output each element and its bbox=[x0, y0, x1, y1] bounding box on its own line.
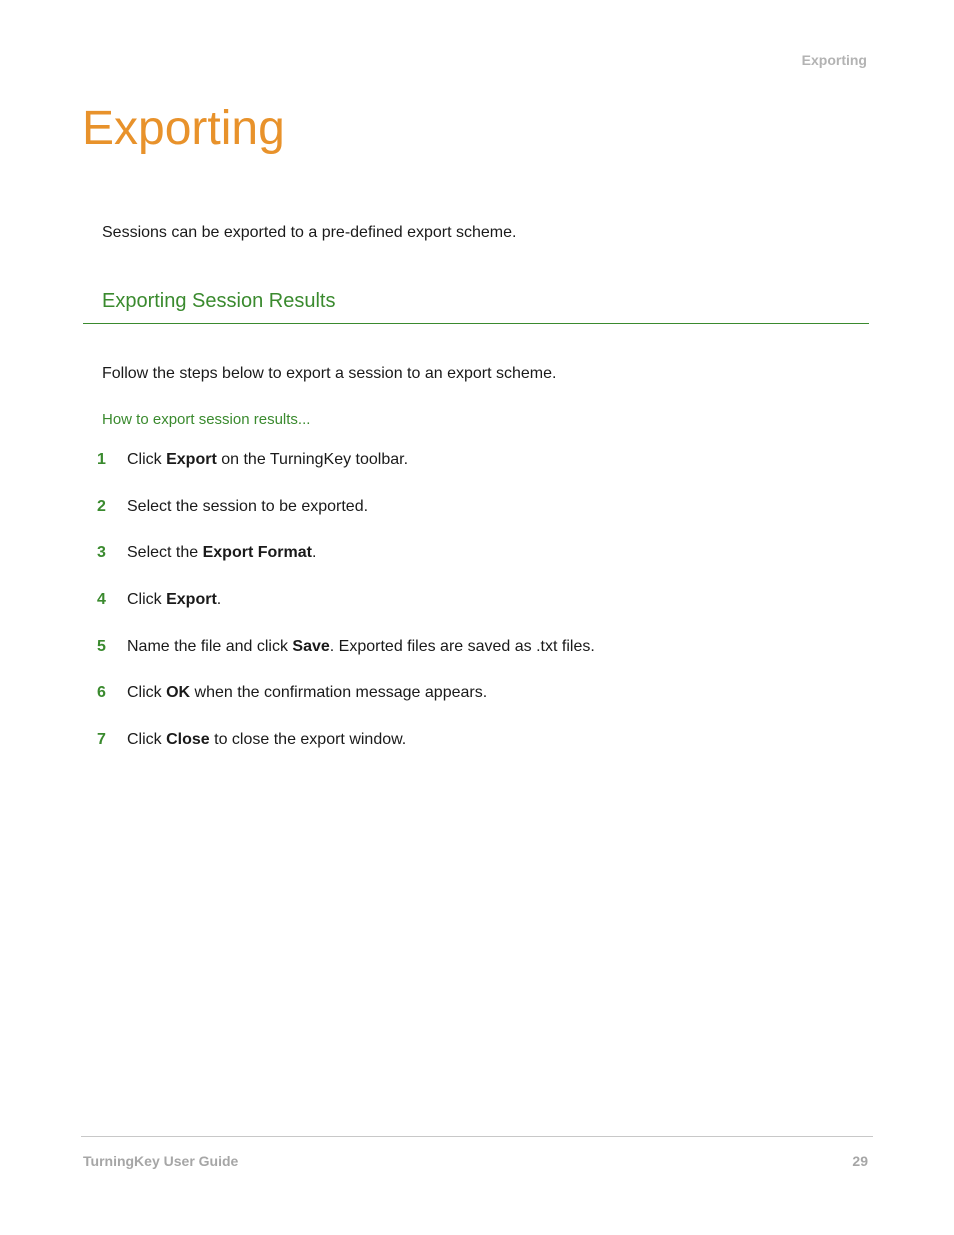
section-intro: Follow the steps below to export a session to an export scheme. bbox=[102, 365, 557, 382]
step-item bbox=[97, 684, 595, 731]
step-text bbox=[127, 591, 221, 609]
step-text bbox=[127, 731, 406, 749]
step-text bbox=[127, 638, 595, 656]
step-text-bold: Save bbox=[292, 637, 330, 655]
section-heading: Exporting Session Results bbox=[102, 290, 336, 312]
step-item bbox=[97, 591, 595, 638]
step-text-pre: Select the bbox=[127, 544, 203, 562]
step-item bbox=[97, 498, 595, 545]
step-text-post: when the confirmation message appears. bbox=[190, 684, 488, 702]
footer-page-number: 29 bbox=[852, 1153, 868, 1169]
step-text bbox=[127, 544, 316, 562]
step-item bbox=[97, 731, 595, 778]
steps-list bbox=[97, 451, 595, 778]
step-text-pre: Click bbox=[127, 451, 167, 468]
step-number: 2 bbox=[97, 497, 106, 515]
section-divider bbox=[83, 323, 869, 324]
step-text-pre: Click bbox=[127, 731, 167, 749]
step-text-post: on the TurningKey toolbar. bbox=[216, 451, 409, 468]
step-text bbox=[127, 451, 408, 469]
step-number: 3 bbox=[97, 544, 106, 562]
step-number: 1 bbox=[97, 451, 106, 468]
step-number: 7 bbox=[97, 731, 106, 749]
step-item bbox=[97, 451, 595, 498]
step-item bbox=[97, 638, 595, 685]
footer-guide-title: TurningKey User Guide bbox=[83, 1153, 239, 1169]
step-text-pre: Click bbox=[127, 591, 167, 609]
step-text-post: . Exported files are saved as .txt files. bbox=[329, 637, 595, 655]
step-text-pre: Click bbox=[127, 684, 167, 702]
step-number: 6 bbox=[97, 684, 106, 702]
running-header: Exporting bbox=[801, 52, 867, 68]
chapter-intro: Sessions can be exported to a pre-defined export scheme. bbox=[102, 224, 517, 241]
chapter-title: Exporting bbox=[82, 102, 285, 155]
step-text-bold: Close bbox=[166, 731, 210, 749]
step-text-bold: OK bbox=[166, 684, 191, 702]
step-text bbox=[127, 498, 368, 516]
step-number: 4 bbox=[97, 591, 106, 609]
step-text-bold: Export bbox=[166, 451, 217, 468]
step-text-post: . bbox=[311, 544, 317, 562]
step-text-post: to close the export window. bbox=[209, 731, 407, 749]
step-text bbox=[127, 684, 487, 702]
step-text-pre: Name the file and click bbox=[127, 637, 293, 655]
step-number: 5 bbox=[97, 637, 106, 655]
step-text-bold: Export Format bbox=[202, 544, 312, 562]
step-text-post: . bbox=[216, 591, 222, 609]
procedure-heading: How to export session results... bbox=[102, 411, 311, 428]
step-item bbox=[97, 544, 595, 591]
step-text-pre: Select the session to be exported. bbox=[127, 497, 369, 515]
step-text-bold: Export bbox=[166, 591, 217, 609]
footer-divider bbox=[81, 1136, 873, 1137]
